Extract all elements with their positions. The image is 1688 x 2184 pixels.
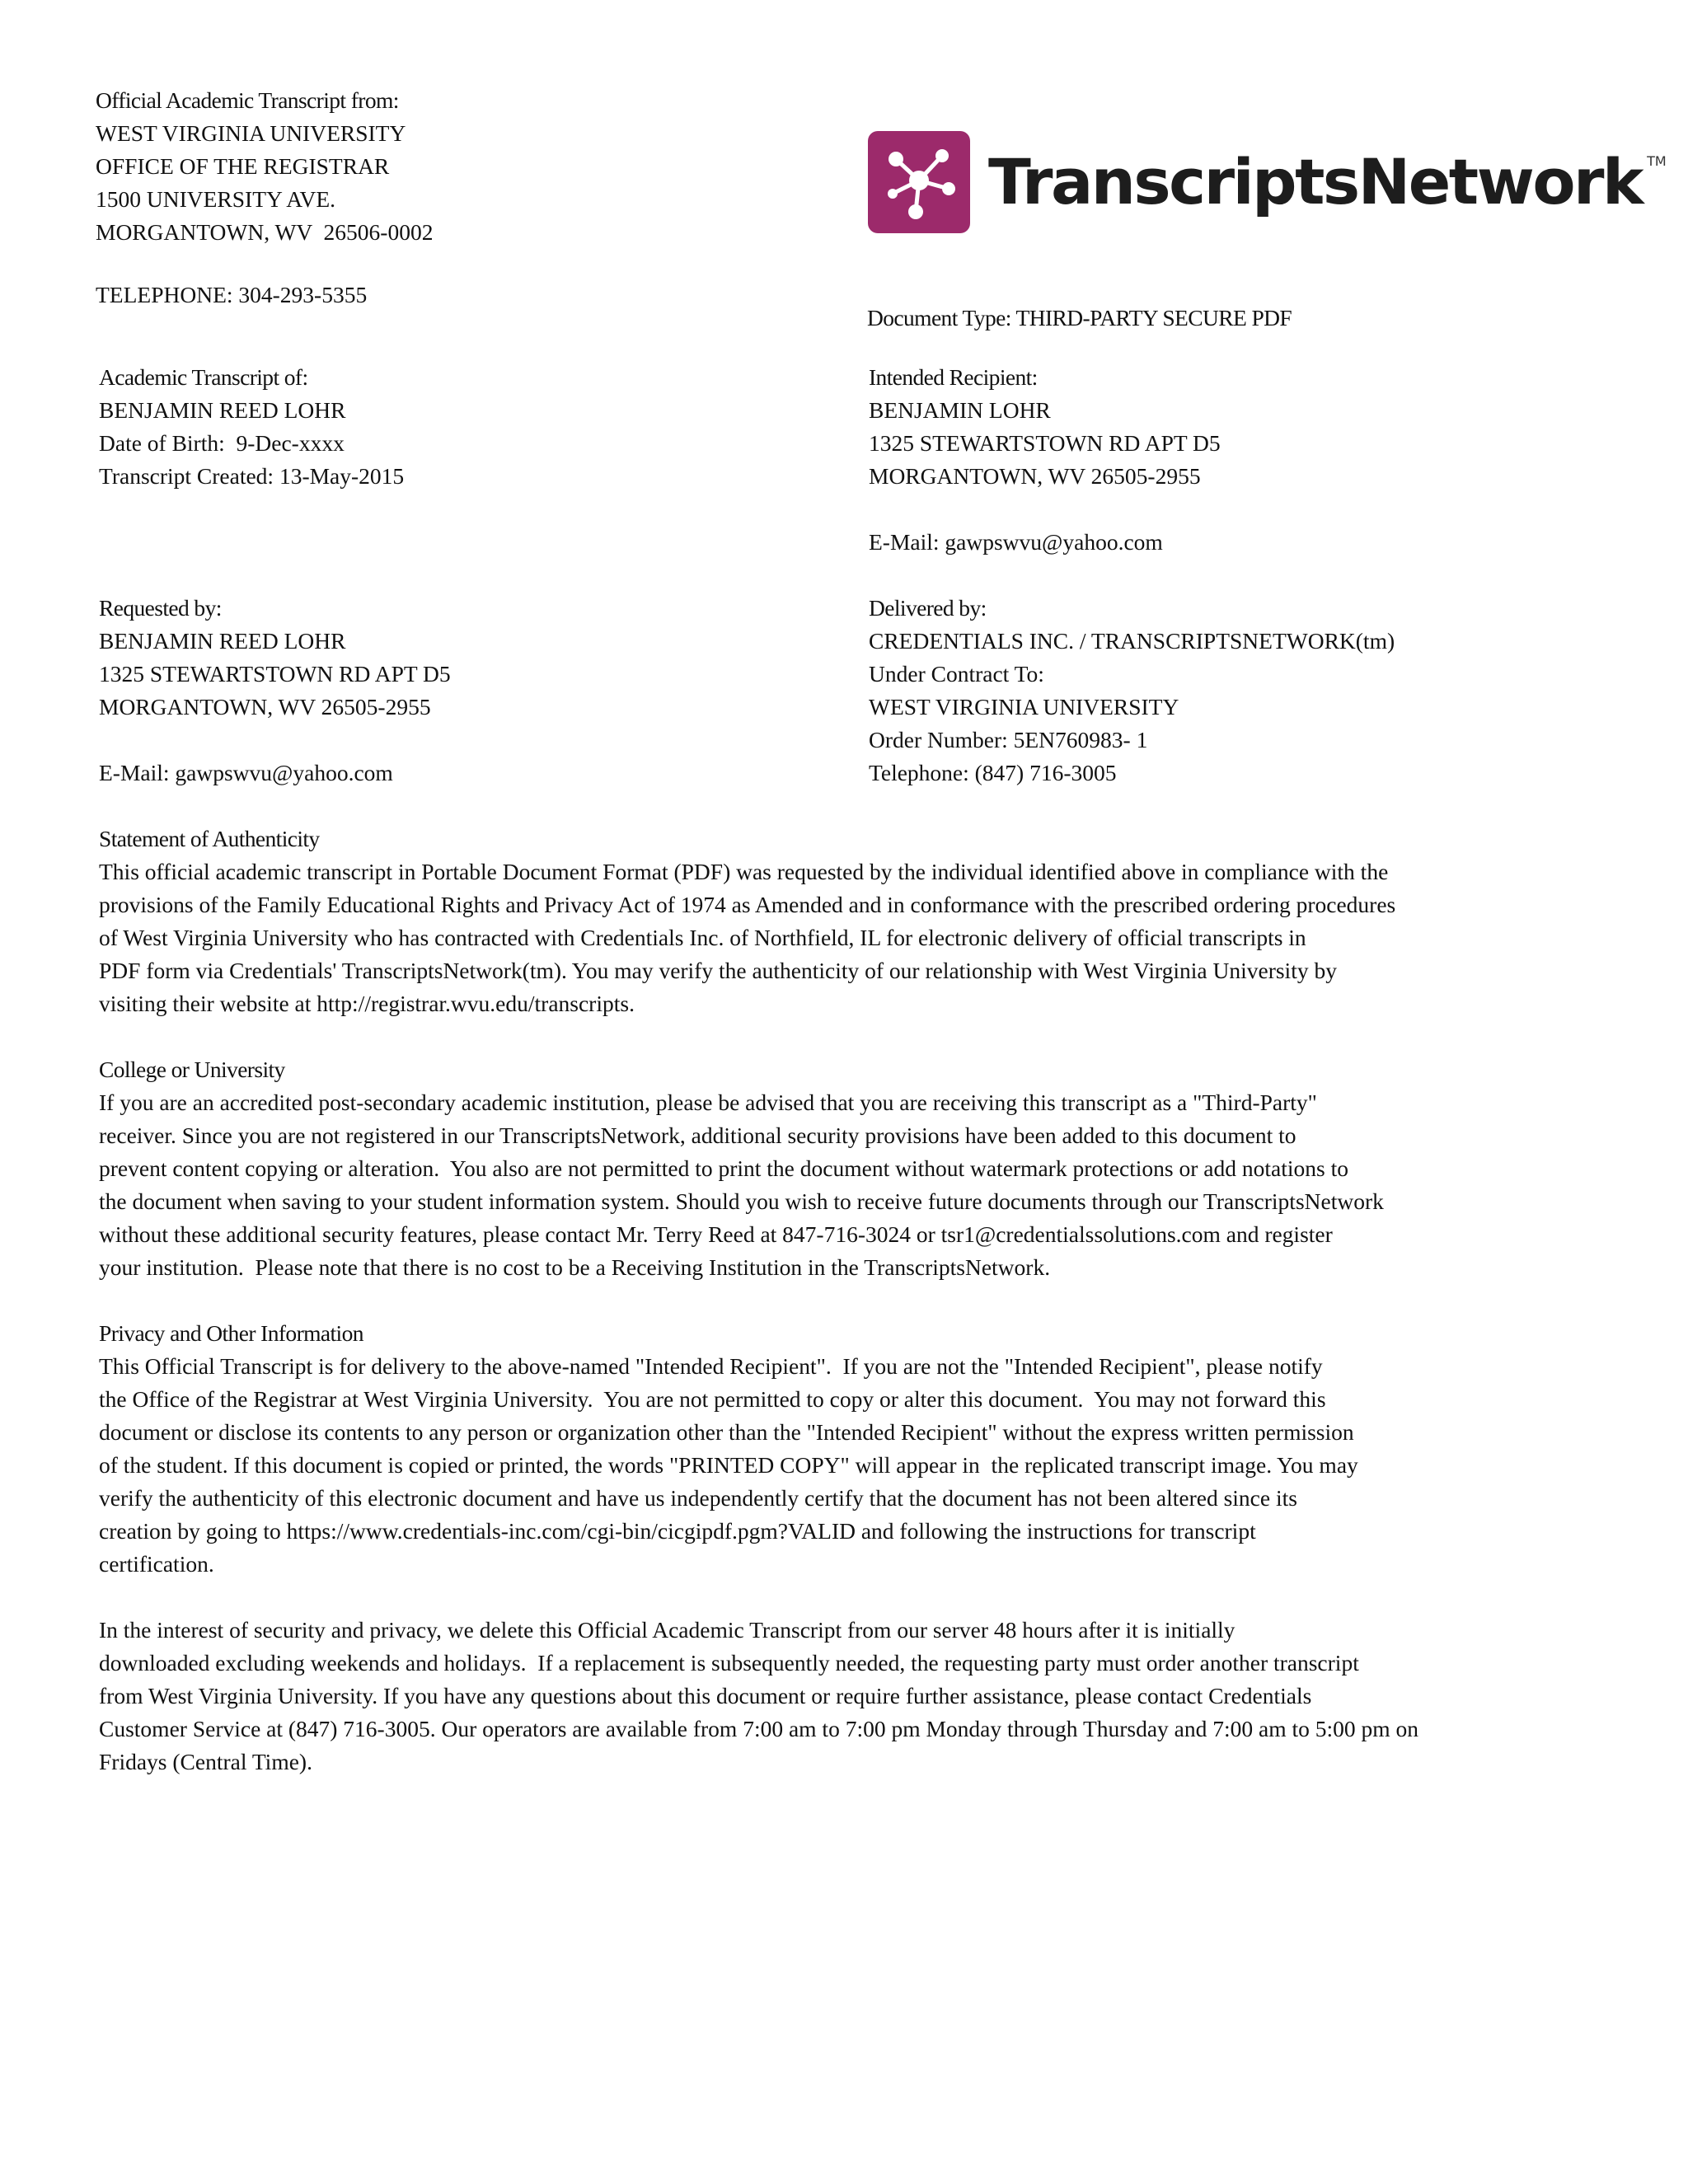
paragraph-line: If you are an accredited post-secondary academic institution, please be advised that you are receiving this transcript as a "Third-Party" [99, 1090, 1317, 1115]
paragraph-line: This official academic transcript in Portable Document Format (PDF) was requested by the individual identified above in compliance with the [99, 859, 1389, 884]
student-heading: Academic Transcript of: [99, 364, 308, 390]
requester-address-line-2: MORGANTOWN, WV 26505-2955 [99, 694, 431, 719]
student-block [99, 361, 404, 493]
authenticity-section [99, 823, 1566, 1020]
recipient-address-line-2: MORGANTOWN, WV 26505-2955 [869, 463, 1201, 489]
paragraph-line: In the interest of security and privacy, we delete this Official Academic Transcript from our server 48 hours after it is initially [99, 1617, 1236, 1643]
paragraph-line: downloaded excluding weekends and holidays. If a replacement is subsequently needed, the requesting party must order another transcript [99, 1650, 1359, 1675]
requester-block [99, 592, 451, 790]
paragraph-line: of the student. If this document is copied or printed, the words "PRINTED COPY" will appear in the replicated transcript image. You may [99, 1452, 1358, 1478]
security-section [99, 1614, 1566, 1779]
delivery-contract-label: Under Contract To: [869, 661, 1044, 687]
issuer-heading: Official Academic Transcript from: [96, 87, 399, 113]
recipient-name: BENJAMIN LOHR [869, 397, 1051, 423]
recipient-email: E-Mail: gawpswvu@yahoo.com [869, 529, 1163, 555]
paragraph-line: certification. [99, 1551, 214, 1577]
paragraph-line: the Office of the Registrar at West Virginia University. You are not permitted to copy or alter this document. You may not forward this [99, 1386, 1326, 1412]
section-title: College or University [99, 1057, 285, 1082]
college-section [99, 1053, 1566, 1284]
issuer-office: OFFICE OF THE REGISTRAR [96, 153, 390, 179]
paragraph-line: without these additional security features, please contact Mr. Terry Reed at 847-716-3024 or tsr1@credentialssolutions.com and register [99, 1221, 1333, 1247]
delivery-telephone: Telephone: (847) 716-3005 [869, 760, 1117, 785]
paragraph-line: prevent content copying or alteration. You also are not permitted to print the document without watermark protections or add notations to [99, 1155, 1348, 1181]
privacy-section [99, 1317, 1566, 1581]
section-title: Statement of Authenticity [99, 826, 320, 851]
issuer-address-line-2: MORGANTOWN, WV 26506-0002 [96, 219, 434, 245]
paragraph-line: Fridays (Central Time). [99, 1749, 312, 1774]
logo-trademark: TM [1647, 153, 1667, 169]
network-nodes-icon [868, 131, 970, 233]
recipient-address-line-1: 1325 STEWARTSTOWN RD APT D5 [869, 430, 1221, 456]
requester-address-line-1: 1325 STEWARTSTOWN RD APT D5 [99, 661, 451, 687]
document-type: Document Type: THIRD-PARTY SECURE PDF [867, 305, 1292, 330]
issuer-name: WEST VIRGINIA UNIVERSITY [96, 120, 406, 146]
transcriptsnetwork-logo [868, 129, 1667, 236]
delivery-heading: Delivered by: [869, 595, 987, 621]
student-name: BENJAMIN REED LOHR [99, 397, 346, 423]
document-type-block [867, 302, 1292, 335]
paragraph-line: provisions of the Family Educational Rights and Privacy Act of 1974 as Amended and in conformance with the prescribed ordering procedures [99, 892, 1396, 917]
paragraph-line: This Official Transcript is for delivery to the above-named "Intended Recipient". If you are not the "Intended Recipient", please notify [99, 1353, 1323, 1379]
recipient-block [869, 361, 1221, 559]
requester-heading: Requested by: [99, 595, 222, 621]
paragraph-line: PDF form via Credentials' TranscriptsNetwork(tm). You may verify the authenticity of our relationship with West Virginia University by [99, 958, 1337, 983]
paragraph-line: receiver. Since you are not registered in our TranscriptsNetwork, additional security provisions have been added to this document to [99, 1122, 1296, 1148]
paragraph-line: Customer Service at (847) 716-3005. Our operators are available from 7:00 am to 7:00 pm Monday through Thursday and 7:00 am to 5:00 pm on [99, 1716, 1419, 1741]
issuer-telephone: TELEPHONE: 304-293-5355 [96, 282, 368, 307]
paragraph-line: visiting their website at http://registrar.wvu.edu/transcripts. [99, 991, 635, 1016]
recipient-heading: Intended Recipient: [869, 364, 1038, 390]
paragraph-line: creation by going to https://www.credentials-inc.com/cgi-bin/cicgipdf.pgm?VALID and following the instructions for transcript [99, 1518, 1256, 1544]
paragraph-line: document or disclose its contents to any person or organization other than the "Intended Recipient" without the express written permission [99, 1419, 1354, 1445]
section-title: Privacy and Other Information [99, 1320, 363, 1346]
requester-email: E-Mail: gawpswvu@yahoo.com [99, 760, 393, 785]
paragraph-line: verify the authenticity of this electronic document and have us independently certify that the document has not been altered since its [99, 1485, 1297, 1511]
delivery-order-number: Order Number: 5EN760983- 1 [869, 727, 1148, 752]
delivery-company: CREDENTIALS INC. / TRANSCRIPTSNETWORK(tm) [869, 628, 1395, 654]
transcript-created: Transcript Created: 13-May-2015 [99, 463, 405, 489]
paragraph-line: from West Virginia University. If you have any questions about this document or require further assistance, please contact Credentials [99, 1683, 1312, 1708]
issuer-block [96, 84, 433, 312]
paragraph-line: your institution. Please note that there is no cost to be a Receiving Institution in the TranscriptsNetwork. [99, 1254, 1051, 1280]
delivery-block [869, 592, 1395, 790]
requester-name: BENJAMIN REED LOHR [99, 628, 346, 654]
issuer-address-line-1: 1500 UNIVERSITY AVE. [96, 186, 336, 212]
paragraph-line: the document when saving to your student information system. Should you wish to receive future documents through our TranscriptsNetwork [99, 1188, 1384, 1214]
logo-wordmark: TranscriptsNetwork [988, 145, 1643, 218]
delivery-contract-with: WEST VIRGINIA UNIVERSITY [869, 694, 1179, 719]
paragraph-line: of West Virginia University who has contracted with Credentials Inc. of Northfield, IL for electronic delivery of official transcripts in [99, 925, 1306, 950]
student-dob: Date of Birth: 9-Dec-xxxx [99, 430, 345, 456]
